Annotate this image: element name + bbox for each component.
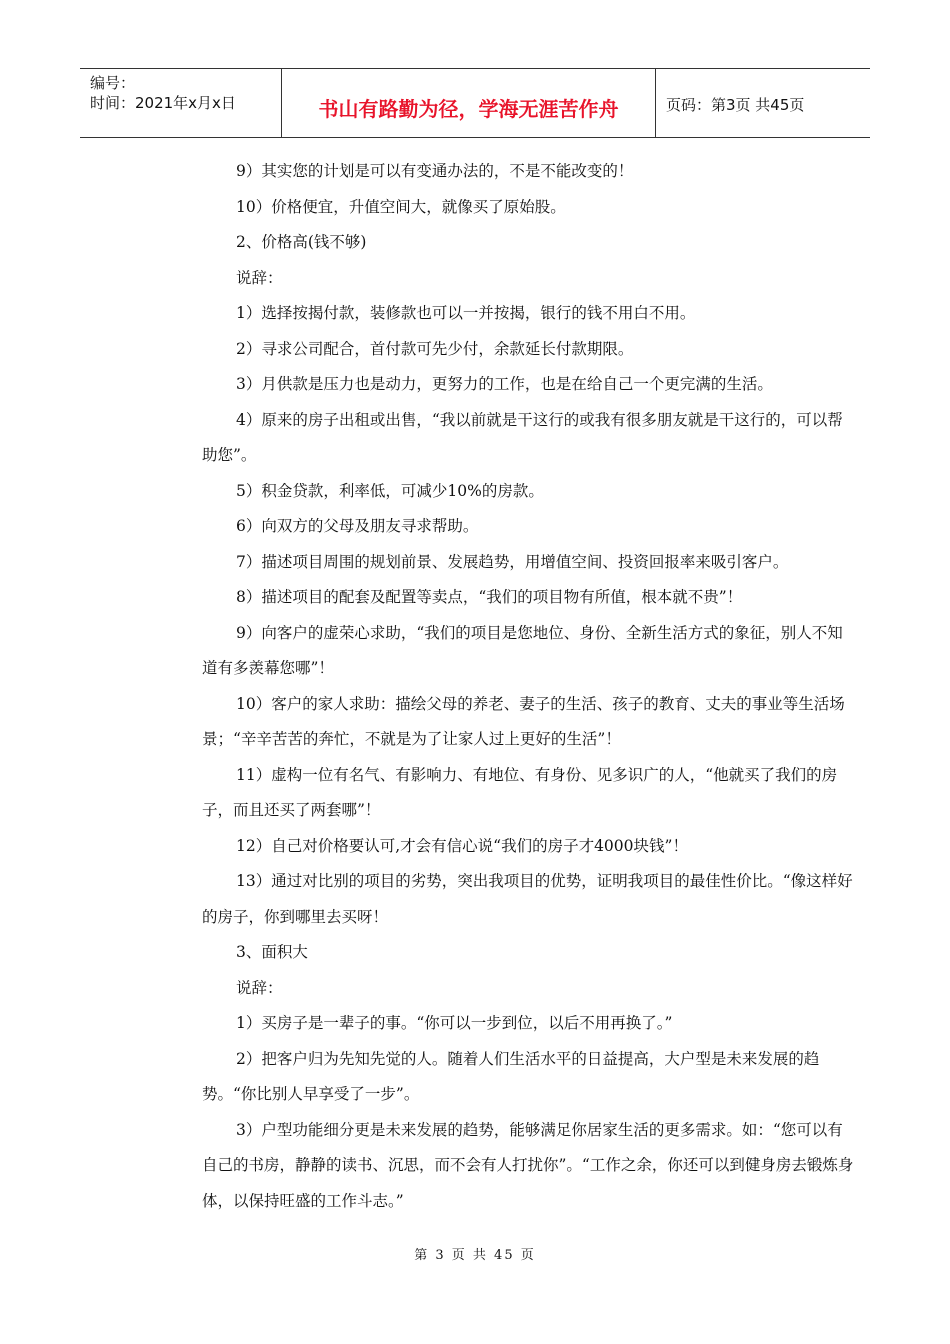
paragraph: 2）寻求公司配合，首付款可先少付，余款延长付款期限。 [236, 339, 634, 358]
time-line: 时间：2021年x月x日 [90, 94, 236, 112]
header-info-cell [80, 69, 282, 137]
paragraph: 说辞： [236, 268, 283, 287]
paragraph: 3）户型功能细分更是未来发展的趋势，能够满足你居家生活的更多需求。如：“您可以有自己的书房，静静的读书、沉思，而不会有人打扰你”。“工作之余，你还可以到健身房去锻炼身体，以保持旺盛的工作斗志。” [202, 1120, 854, 1210]
paragraph: 5）积金贷款，利率低，可减少10%的房款。 [236, 481, 544, 500]
paragraph: 13）通过对比别的项目的劣势，突出我项目的优势，证明我项目的最佳性价比。“像这样好的房子，你到哪里去买呀！ [202, 872, 853, 926]
page-footer: 第 3 页 共 45 页 [414, 1248, 536, 1263]
paragraph: 1）选择按揭付款，装修款也可以一并按揭，银行的钱不用白不用。 [236, 304, 696, 322]
section-heading: 2、价格高(钱不够) [236, 233, 367, 251]
paragraph: 6）向双方的父母及朋友寻求帮助。 [236, 517, 479, 535]
paragraph: 10）价格便宜，升值空间大，就像买了原始股。 [236, 197, 566, 216]
paragraph: 11）虚构一位有名气、有影响力、有地位、有身份、见多识广的人，“他就买了我们的房子，而且还买了两套哪”！ [202, 765, 838, 819]
paragraph: 9）其实您的计划是可以有变通办法的，不是不能改变的！ [236, 162, 634, 180]
paragraph: 4）原来的房子出租或出售，“我以前就是干这行的或我有很多朋友就是干这行的，可以帮助您”。 [202, 410, 843, 464]
paragraph: 12）自己对价格要认可,才会有信心说“我们的房子才4000块钱”！ [236, 836, 688, 855]
number-label: 编号： [90, 74, 136, 92]
paragraph: 说辞： [236, 978, 283, 997]
header-page-code: 页码：第3页 共45页 [666, 95, 805, 114]
section-heading: 3、面积大 [236, 943, 308, 961]
paragraph: 10）客户的家人求助：描绘父母的养老、妻子的生活、孩子的教育、丈夫的事业等生活场景；“辛辛苦苦的奔忙，不就是为了让家人过上更好的生活”！ [202, 694, 845, 748]
paragraph: 1）买房子是一辈子的事。“你可以一步到位，以后不用再换了。” [236, 1014, 673, 1032]
paragraph: 3）月供款是压力也是动力，更努力的工作，也是在给自己一个更完满的生活。 [236, 375, 773, 393]
page-header [80, 68, 870, 138]
paragraph: 7）描述项目周围的规划前景、发展趋势，用增值空间、投资回报率来吸引客户。 [236, 552, 789, 571]
paragraph: 9）向客户的虚荣心求助，“我们的项目是您地位、身份、全新生活方式的象征，别人不知道有多羡幕您哪”！ [202, 623, 843, 677]
paragraph: 8）描述项目的配套及配置等卖点，“我们的项目物有所值，根本就不贵”！ [236, 588, 743, 606]
paragraph: 2）把客户归为先知先觉的人。随着人们生活水平的日益提高，大户型是未来发展的趋势。“你比别人早享受了一步”。 [202, 1049, 820, 1103]
document-body [202, 154, 858, 1219]
header-motto: 书山有路勤为径，学海无涯苦作舟 [282, 69, 656, 137]
